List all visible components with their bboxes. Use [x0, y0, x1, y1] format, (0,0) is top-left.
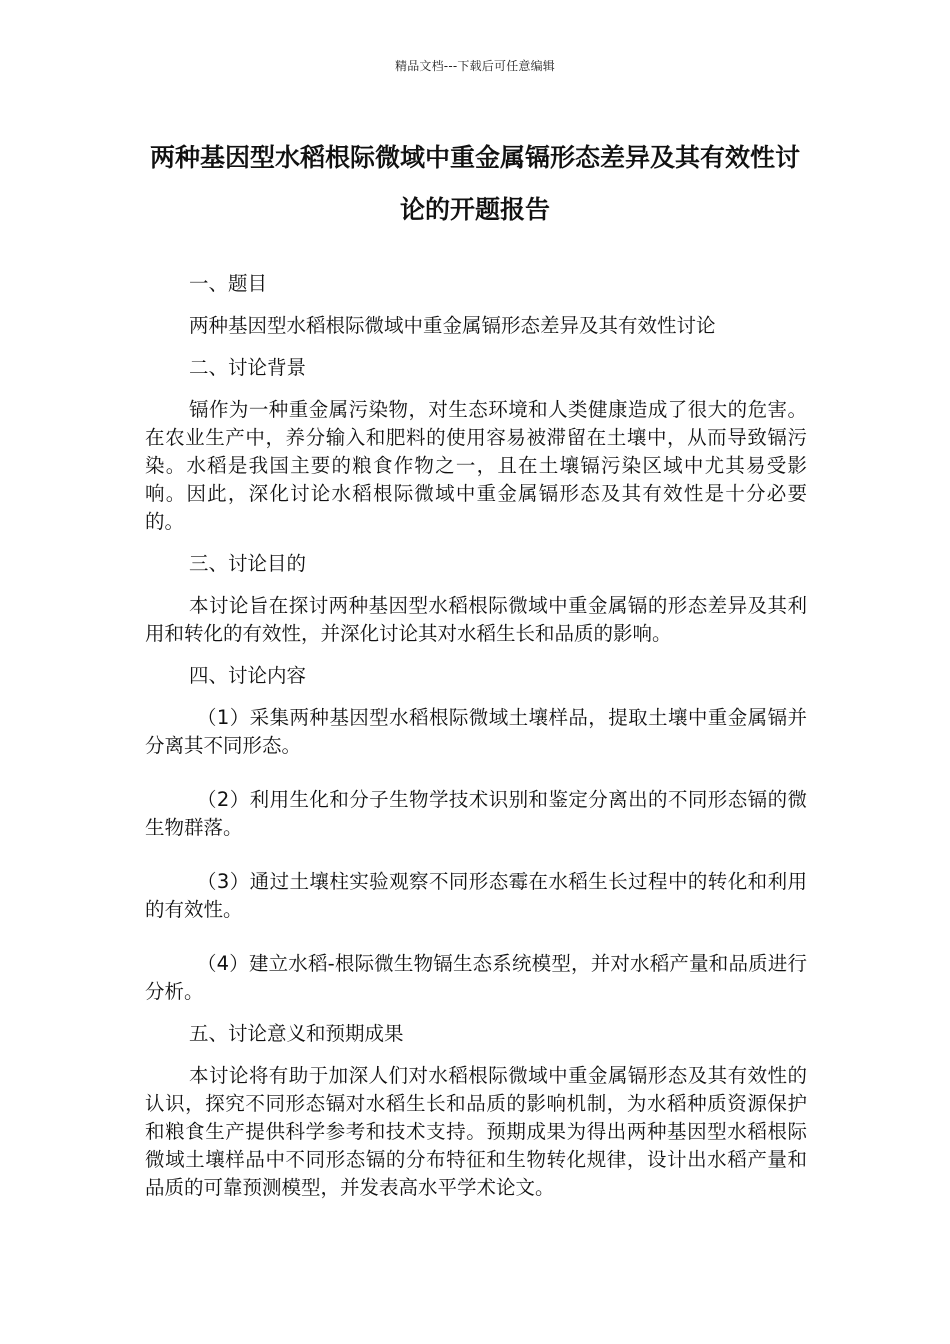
- content-item-2: （2）利用生化和分子生物学技术识别和鉴定分离出的不同形态镉的微生物群落。: [145, 788, 807, 839]
- section-4-heading: 四、讨论内容: [189, 664, 307, 687]
- section-5-text: 本讨论将有助于加深人们对水稻根际微域中重金属镉形态及其有效性的认识，探究不同形态镉对水稻生长和品质的影响机制，为水稻种质资源保护和粮食生产提供科学参考和技术支持。预期成果为得出两种基因型水稻根际微域土壤样品中不同形态镉的分布特征和生物转化规律，设计出水稻产量和品质的可靠预测模型，并发表高水平学术论文。: [145, 1064, 807, 1199]
- content-item-4: （4）建立水稻-根际微生物镉生态系统模型，并对水稻产量和品质进行分析。: [145, 952, 807, 1003]
- section-1-heading: 一、题目: [189, 272, 268, 295]
- section-2-heading: 二、讨论背景: [189, 356, 307, 379]
- content-item-3: （3）通过土壤柱实验观察不同形态霉在水稻生长过程中的转化和利用的有效性。: [145, 870, 807, 921]
- section-3-text: 本讨论旨在探讨两种基因型水稻根际微域中重金属镉的形态差异及其利用和转化的有效性，并深化讨论其对水稻生长和品质的影响。: [145, 594, 807, 645]
- section-5-heading: 五、讨论意义和预期成果: [189, 1022, 404, 1045]
- document-title: 两种基因型水稻根际微域中重金属镉形态差异及其有效性讨论的开题报告: [149, 143, 800, 224]
- document-body: [145, 270, 807, 1216]
- section-3-heading: 三、讨论目的: [189, 552, 307, 575]
- section-2-text: 镉作为一种重金属污染物，对生态环境和人类健康造成了很大的危害。在农业生产中，养分输入和肥料的使用容易被滞留在土壤中，从而导致镉污染。水稻是我国主要的粮食作物之一，且在土壤镉污染区域中尤其易受影响。因此，深化讨论水稻根际微域中重金属镉形态及其有效性是十分必要的。: [145, 398, 807, 533]
- content-item-1: （1）采集两种基因型水稻根际微域土壤样品，提取土壤中重金属镉并分离其不同形态。: [145, 706, 807, 757]
- header-note: 精品文档---下载后可任意编辑: [395, 59, 555, 73]
- section-1-text: 两种基因型水稻根际微域中重金属镉形态差异及其有效性讨论: [189, 314, 716, 337]
